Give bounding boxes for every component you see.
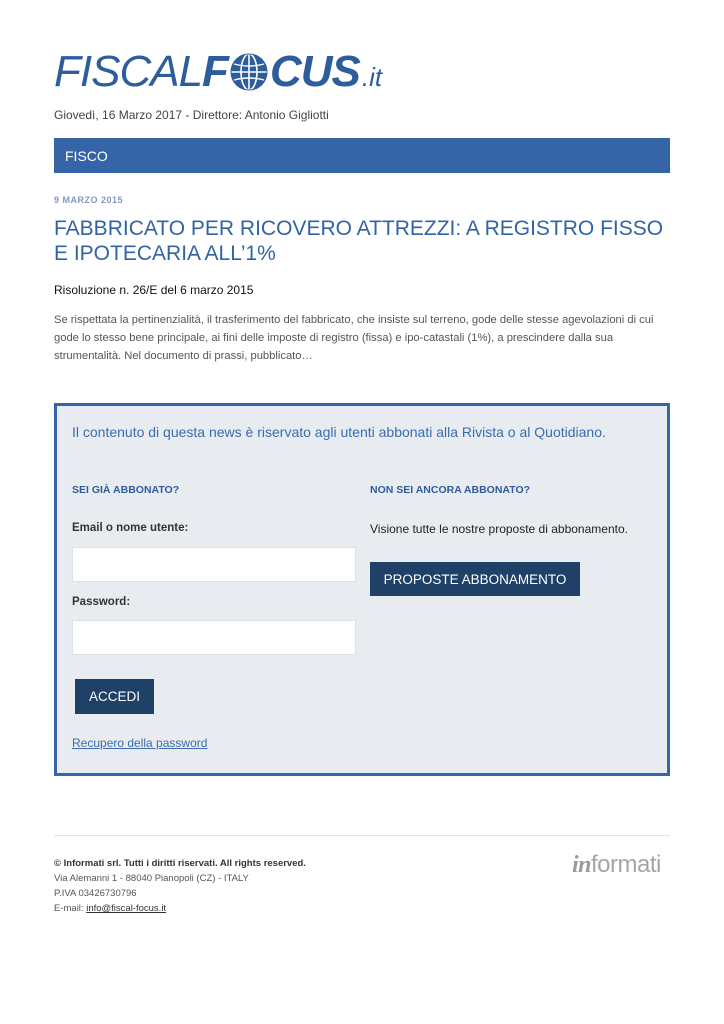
- footer-divider: [54, 835, 670, 836]
- logo-text-focus: [202, 47, 360, 96]
- section-bar[interactable]: [54, 138, 670, 173]
- footer-info: [54, 856, 306, 916]
- login-button[interactable]: ACCEDI: [75, 679, 154, 714]
- subscription-plans-button[interactable]: PROPOSTE ABBONAMENTO: [370, 562, 580, 596]
- email-field[interactable]: [72, 547, 356, 582]
- password-label: Password:: [72, 596, 131, 608]
- informati-logo-rest: formati: [591, 851, 661, 878]
- footer-vat: P.IVA 03426730796: [54, 888, 137, 899]
- footer-email-link[interactable]: info@fiscal-focus.it: [86, 903, 167, 914]
- article-title: FABBRICATO PER RICOVERO ATTREZZI: A REGISTRO FISSO E IPOTECARIA ALL’1%: [54, 217, 664, 265]
- dateline: Giovedì, 16 Marzo 2017 - Direttore: Antonio Gigliotti: [54, 108, 329, 122]
- article-summary: Se rispettata la pertinenzialità, il trasferimento del fabbricato, che insiste sul terreno, gode delle stesse agevolazioni di cui gode lo stesso bene principale, ai fini delle imposte di registro (fissa) e ipo-catastali (1%), a prescindere dalla sua strumentalità. Nel documento di prassi, pubblicato…: [54, 314, 654, 362]
- recover-password-link[interactable]: Recupero della password: [72, 736, 208, 750]
- informati-logo-in: in: [572, 852, 592, 878]
- password-field[interactable]: [72, 620, 356, 655]
- logo-text-cus: CUS: [269, 47, 360, 96]
- article-date: 9 MARZO 2015: [54, 195, 124, 205]
- email-label: Email o nome utente:: [72, 522, 189, 534]
- subscribe-text: Visione tutte le nostre proposte di abbonamento.: [370, 522, 628, 536]
- logo-text-tld: .it: [361, 62, 383, 92]
- footer-address: Via Alemanni 1 - 88040 Pianopoli (CZ) - ITALY: [54, 873, 249, 884]
- article-subtitle: Risoluzione n. 26/E del 6 marzo 2015: [54, 283, 254, 297]
- footer-copyright: © Informati srl. Tutti i diritti riservati. All rights reserved.: [54, 858, 306, 869]
- informati-logo[interactable]: [572, 851, 661, 879]
- login-heading: SEI GIÀ ABBONATO?: [72, 484, 180, 496]
- footer-email-line: [54, 901, 306, 916]
- logo-text-fiscal: FISCAL: [54, 47, 203, 96]
- globe-icon: [229, 52, 269, 92]
- logo-letter-f: F: [202, 47, 228, 96]
- paywall-notice: Il contenuto di questa news è riservato agli utenti abbonati alla Rivista o al Quotidiano.: [72, 424, 606, 440]
- subscriber-box: [54, 403, 670, 776]
- fiscalfocus-logo[interactable]: [54, 47, 383, 96]
- section-label: FISCO: [65, 147, 108, 164]
- subscribe-heading: NON SEI ANCORA ABBONATO?: [370, 484, 531, 496]
- footer-email-prefix: E-mail:: [54, 903, 87, 914]
